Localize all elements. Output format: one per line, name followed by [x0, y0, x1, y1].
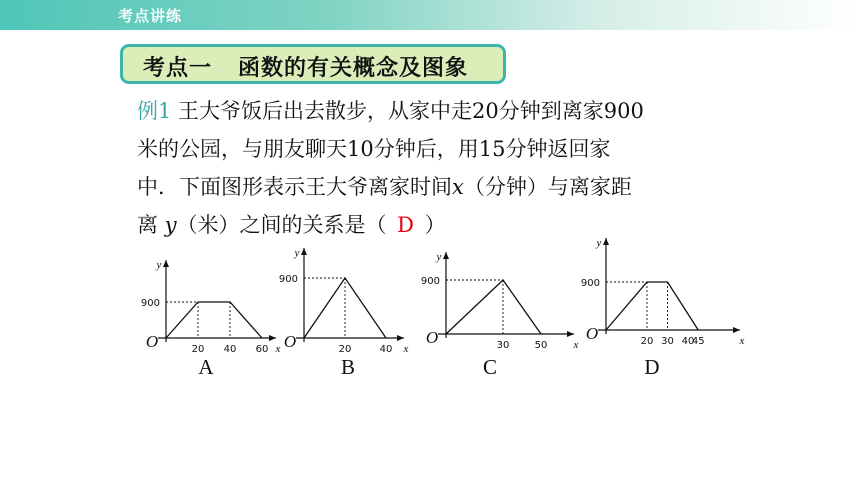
- problem-line-1: 例1 王大爷饭后出去散步，从家中走20分钟到离家900: [137, 99, 644, 123]
- x-tick-label: 30: [661, 336, 674, 347]
- y-axis-arrow: [603, 238, 609, 245]
- origin-label: O: [585, 324, 599, 343]
- x-axis-arrow: [397, 335, 404, 341]
- problem-line-3: 中．下面图形表示王大爷离家时间x（分钟）与离家距: [137, 175, 632, 199]
- x-axis-arrow: [567, 331, 574, 337]
- x-tick-label: 20: [640, 336, 654, 347]
- x-axis-label: x: [573, 339, 579, 351]
- x-tick-label: 60: [255, 344, 269, 355]
- y-tick-label: 900: [140, 298, 160, 309]
- x-tick-label: 50: [534, 340, 548, 351]
- answer-choice: D: [397, 213, 414, 237]
- x-tick-label: 40: [681, 336, 695, 347]
- y-tick-label: 900: [420, 276, 440, 287]
- y-axis-arrow: [163, 260, 169, 267]
- variable-y: y: [164, 213, 177, 237]
- x-axis-label: x: [403, 343, 409, 355]
- x-tick-label: 20: [338, 344, 352, 355]
- answer-options: [140, 238, 750, 382]
- x-axis-arrow: [269, 335, 276, 341]
- y-axis-label: y: [156, 259, 162, 271]
- y-axis-label: y: [294, 247, 300, 259]
- variable-x: x: [452, 175, 464, 199]
- top-bar: [0, 0, 860, 30]
- y-tick-label: 900: [278, 274, 298, 285]
- x-tick-label: 40: [223, 344, 237, 355]
- option-graph-c: [421, 251, 579, 378]
- x-tick-label: 30: [496, 340, 510, 351]
- x-axis-arrow: [733, 327, 740, 333]
- problem-line-2: 米的公园，与朋友聊天10分钟后，用15分钟返回家: [137, 137, 611, 161]
- topic-heading-box: [120, 44, 506, 84]
- section-tag: 考点讲练: [118, 7, 183, 25]
- origin-label: O: [283, 332, 297, 351]
- example-label: 例1: [137, 99, 172, 123]
- problem-line-4: 离 y（米）之间的关系是（ D ）: [137, 206, 757, 244]
- x-axis-label: x: [275, 343, 281, 355]
- option-caption: B: [340, 355, 356, 378]
- option-graph-a: [141, 259, 281, 378]
- y-axis-label: y: [436, 251, 442, 263]
- y-tick-label: 900: [580, 278, 600, 289]
- option-graph-b: [279, 247, 409, 378]
- x-tick-label: 20: [191, 344, 205, 355]
- y-axis-arrow: [301, 248, 307, 255]
- topic-heading: 考点一 函数的有关概念及图象: [143, 56, 468, 81]
- option-caption: D: [644, 355, 660, 378]
- x-tick-label: 40: [379, 344, 393, 355]
- problem-text: [137, 92, 757, 244]
- x-tick-label: 45: [691, 336, 705, 347]
- distance-time-line: [446, 280, 541, 334]
- option-graph-d: [581, 238, 745, 378]
- origin-label: O: [145, 332, 159, 351]
- option-caption: C: [482, 355, 498, 378]
- origin-label: O: [425, 328, 439, 347]
- x-axis-label: x: [739, 335, 745, 347]
- y-axis-arrow: [443, 252, 449, 259]
- option-graphs: [140, 238, 750, 378]
- distance-time-line: [166, 302, 262, 338]
- option-caption: A: [198, 355, 214, 378]
- distance-time-line: [606, 282, 698, 330]
- y-axis-label: y: [596, 238, 602, 249]
